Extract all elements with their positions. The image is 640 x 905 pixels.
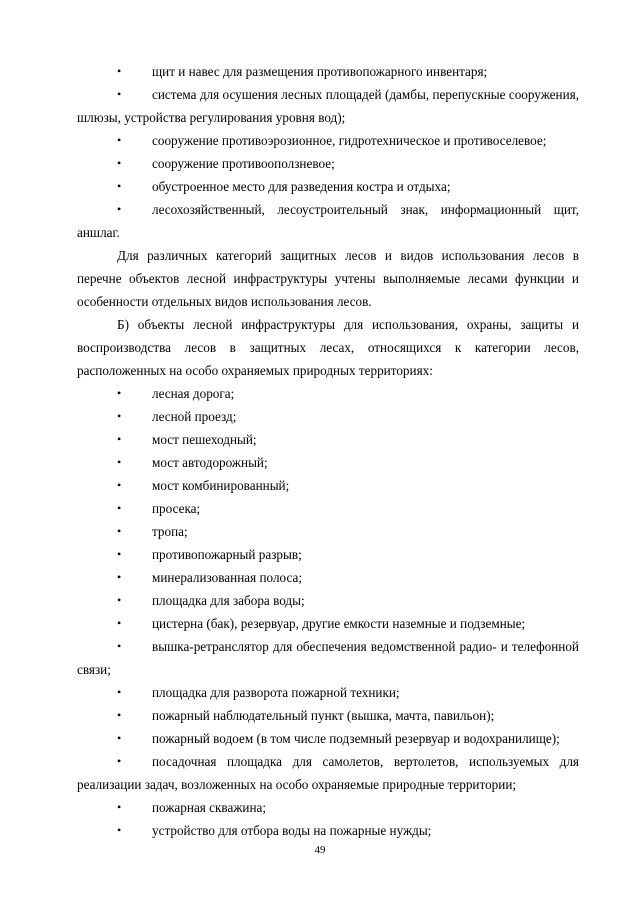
list-item xyxy=(77,543,579,566)
page-number: 49 xyxy=(314,844,326,856)
list-item xyxy=(77,451,579,474)
bullet-icon: • xyxy=(117,64,122,78)
list-item xyxy=(77,750,579,796)
list-item xyxy=(77,635,579,681)
list-item xyxy=(77,497,579,520)
list-item-text: пожарный наблюдательный пункт (вышка, мачта, павильон); xyxy=(152,708,495,723)
body-paragraph: Б) объекты лесной инфраструктуры для использования, охраны, защиты и воспроизводства лесов в защитных лесах, относящихся к категории лесов, расположенных на особо охраняемых природных территориях: xyxy=(77,317,579,378)
bullet-icon: • xyxy=(117,202,122,216)
list-item xyxy=(77,198,579,244)
list-item xyxy=(77,704,579,727)
bullet-icon: • xyxy=(117,455,122,469)
list-item xyxy=(77,681,579,704)
list-item-text: устройство для отбора воды на пожарные нужды; xyxy=(152,823,432,838)
list-item xyxy=(77,382,579,405)
list-item-text: цистерна (бак), резервуар, другие емкости наземные и подземные; xyxy=(152,616,526,631)
list-item xyxy=(77,796,579,819)
bullet-icon: • xyxy=(117,501,122,515)
list-item-text: система для осушения лесных площадей (дамбы, перепускные сооружения, шлюзы, устройства регулирования уровня вод); xyxy=(77,87,579,125)
bullet-icon: • xyxy=(117,133,122,147)
bullet-icon: • xyxy=(117,639,122,653)
list-item xyxy=(77,83,579,129)
bullet-icon: • xyxy=(117,409,122,423)
list-item-text: вышка-ретранслятор для обеспечения ведомственной радио- и телефонной связи; xyxy=(77,639,579,677)
bullet-icon: • xyxy=(117,570,122,584)
bullet-icon: • xyxy=(117,432,122,446)
bullet-icon: • xyxy=(117,179,122,193)
bullet-icon: • xyxy=(117,731,122,745)
list-item xyxy=(77,129,579,152)
bullet-icon: • xyxy=(117,524,122,538)
bullet-icon: • xyxy=(117,754,122,768)
list-item xyxy=(77,566,579,589)
list-item-text: площадка для разворота пожарной техники; xyxy=(152,685,400,700)
list-item-text: мост комбинированный; xyxy=(152,478,290,493)
list-item-text: мост пешеходный; xyxy=(152,432,257,447)
list-item xyxy=(77,428,579,451)
bullet-icon: • xyxy=(117,386,122,400)
page-content xyxy=(77,60,579,842)
bullet-icon: • xyxy=(117,708,122,722)
list-item xyxy=(77,520,579,543)
list-item-text: щит и навес для размещения противопожарного инвентаря; xyxy=(152,64,488,79)
list-item-text: лесная дорога; xyxy=(152,386,235,401)
list-item xyxy=(77,589,579,612)
list-item xyxy=(77,727,579,750)
list-item xyxy=(77,819,579,842)
list-item xyxy=(77,175,579,198)
bullet-icon: • xyxy=(117,823,122,837)
list-item-text: сооружение противооползневое; xyxy=(152,156,335,171)
list-item xyxy=(77,405,579,428)
bullet-icon: • xyxy=(117,547,122,561)
list-item-text: лесной проезд; xyxy=(152,409,237,424)
list-item-text: обустроенное место для разведения костра и отдыха; xyxy=(152,179,451,194)
bullet-icon: • xyxy=(117,87,122,101)
list-item-text: тропа; xyxy=(152,524,188,539)
bullet-icon: • xyxy=(117,685,122,699)
list-item-text: мост автодорожный; xyxy=(152,455,268,470)
list-item-text: противопожарный разрыв; xyxy=(152,547,302,562)
list-item xyxy=(77,612,579,635)
list-item-text: сооружение противоэрозионное, гидротехническое и противоселевое; xyxy=(152,133,547,148)
list-item-text: площадка для забора воды; xyxy=(152,593,305,608)
list-item-text: просека; xyxy=(152,501,201,516)
list-item-text: пожарная скважина; xyxy=(152,800,267,815)
list-item-text: минерализованная полоса; xyxy=(152,570,302,585)
body-paragraph: Для различных категорий защитных лесов и видов использования лесов в перечне объектов лесной инфраструктуры учтены выполняемые лесами функции и особенности отдельных видов использования лесов. xyxy=(77,248,579,309)
bullet-icon: • xyxy=(117,478,122,492)
list-item xyxy=(77,474,579,497)
bullet-icon: • xyxy=(117,593,122,607)
bullet-icon: • xyxy=(117,800,122,814)
list-item-text: лесохозяйственный, лесоустроительный знак, информационный щит, аншлаг. xyxy=(77,202,579,240)
list-item xyxy=(77,60,579,83)
bullet-icon: • xyxy=(117,156,122,170)
bullet-icon: • xyxy=(117,616,122,630)
list-item xyxy=(77,152,579,175)
list-item-text: пожарный водоем (в том числе подземный резервуар и водохранилище); xyxy=(152,731,560,746)
list-item-text: посадочная площадка для самолетов, вертолетов, используемых для реализации задач, возложенных на особо охраняемые природные территории; xyxy=(77,754,579,792)
